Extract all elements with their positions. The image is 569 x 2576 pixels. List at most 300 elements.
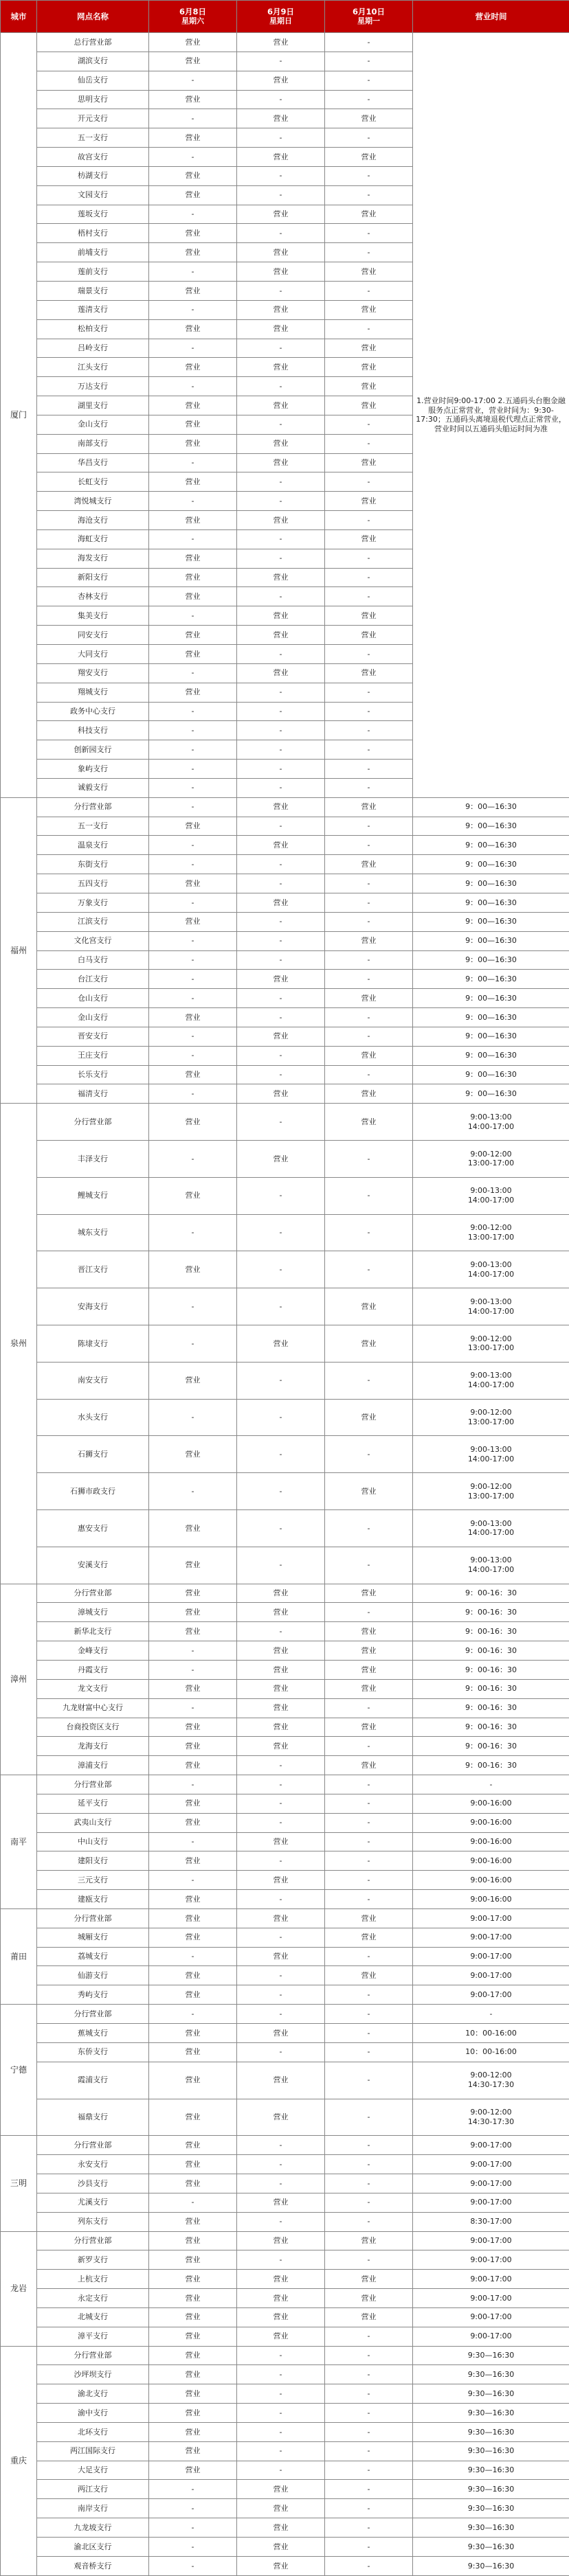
status-cell: - (325, 2404, 413, 2423)
table-row (1, 836, 569, 855)
status-cell: - (325, 243, 413, 262)
table-row (1, 2024, 569, 2043)
table-row (1, 1641, 569, 1661)
status-cell: 营业 (325, 1325, 413, 1363)
status-cell: - (237, 2174, 325, 2193)
status-cell: - (149, 205, 237, 224)
status-cell: - (325, 2422, 413, 2441)
table-row (1, 1603, 569, 1622)
status-cell: 营业 (237, 511, 325, 530)
branch-name: 两江支行 (37, 2480, 149, 2499)
status-cell: 营业 (149, 912, 237, 931)
status-cell: 营业 (237, 1832, 325, 1851)
status-cell: - (237, 1510, 325, 1547)
status-cell: - (237, 2005, 325, 2024)
status-cell: 营业 (149, 1603, 237, 1622)
branch-name: 文化宫支行 (37, 931, 149, 950)
branch-name: 瑞景支行 (37, 281, 149, 300)
status-cell: - (325, 1547, 413, 1584)
status-cell: 营业 (237, 1908, 325, 1928)
hours-line: 9：00—16:30 (465, 898, 517, 907)
status-cell: - (149, 1775, 237, 1794)
status-cell: - (325, 740, 413, 760)
status-cell: - (237, 1008, 325, 1027)
status-cell: - (237, 2250, 325, 2270)
status-cell: 营业 (325, 396, 413, 415)
status-cell: - (237, 90, 325, 109)
hours-cell (413, 1251, 569, 1288)
hours-cell (413, 2441, 569, 2461)
table-row (1, 2270, 569, 2289)
branch-name: 同安支行 (37, 626, 149, 645)
status-cell: - (325, 2556, 413, 2575)
status-cell: 营业 (237, 453, 325, 472)
branch-name: 渝北区支行 (37, 2538, 149, 2557)
hours-cell (413, 1510, 569, 1547)
hours-cell (413, 2404, 569, 2423)
header-city: 城市 (1, 1, 37, 33)
status-cell: - (325, 836, 413, 855)
status-cell: - (237, 950, 325, 970)
branch-name: 永定支行 (37, 2289, 149, 2308)
status-cell: - (325, 950, 413, 970)
hours-cell (413, 1177, 569, 1214)
status-cell: 营业 (149, 2042, 237, 2062)
status-cell: - (325, 319, 413, 339)
status-cell: 营业 (237, 2270, 325, 2289)
branch-name: 华昌支行 (37, 453, 149, 472)
branch-name: 南部支行 (37, 434, 149, 453)
branch-name: 分行营业部 (37, 797, 149, 817)
hours-line: 9:00-13:00 (470, 1260, 512, 1270)
branch-name: 吕岭支行 (37, 339, 149, 358)
branch-name: 渝北支行 (37, 2384, 149, 2404)
status-cell: 营业 (325, 606, 413, 626)
status-cell: 营业 (325, 931, 413, 950)
hours-cell (413, 1641, 569, 1661)
status-cell: 营业 (237, 243, 325, 262)
branch-name: 分行营业部 (37, 2231, 149, 2250)
status-cell: 营业 (237, 262, 325, 282)
table-row (1, 797, 569, 817)
branch-name: 五一支行 (37, 128, 149, 148)
hours-line: 9:00-17:00 (470, 2274, 512, 2283)
hours-line: 9:00-17:00 (470, 2255, 512, 2264)
status-cell: - (325, 2365, 413, 2384)
hours-line: 9:00-12:00 (470, 1481, 512, 1491)
status-cell: - (237, 2422, 325, 2441)
city-cell: 重庆 (1, 2346, 37, 2575)
status-cell: - (149, 148, 237, 167)
status-cell: 营业 (237, 1603, 325, 1622)
status-cell: - (325, 1832, 413, 1851)
table-row (1, 1660, 569, 1679)
status-cell: 营业 (149, 1510, 237, 1547)
branch-name: 龙海支行 (37, 1737, 149, 1756)
status-cell: - (237, 1065, 325, 1084)
hours-cell (413, 1065, 569, 1084)
hours-cell (413, 2327, 569, 2346)
hours-cell (413, 1718, 569, 1737)
status-cell: - (325, 2193, 413, 2212)
status-cell: 营业 (149, 2270, 237, 2289)
hours-line: 9：00-16：30 (465, 1665, 517, 1674)
status-cell: 营业 (149, 2250, 237, 2270)
city-cell: 泉州 (1, 1104, 37, 1584)
status-cell: 营业 (149, 2327, 237, 2346)
branch-name: 城东支行 (37, 1214, 149, 1251)
status-cell: - (237, 645, 325, 664)
hours-line: 10：00-16:00 (465, 2047, 517, 2057)
table-row (1, 1008, 569, 1027)
status-cell: 营业 (149, 2099, 237, 2136)
status-cell: - (325, 912, 413, 931)
status-cell: - (149, 950, 237, 970)
status-cell: - (325, 1794, 413, 1813)
branch-name: 南岸支行 (37, 2499, 149, 2518)
status-cell: - (237, 2441, 325, 2461)
branch-name: 分行营业部 (37, 2346, 149, 2365)
status-cell: - (325, 778, 413, 797)
status-cell: - (237, 2155, 325, 2174)
hours-line: 9：00—16:30 (465, 859, 517, 869)
table-row (1, 1928, 569, 1947)
table-row (1, 2289, 569, 2308)
table-row (1, 1177, 569, 1214)
table-row (1, 2231, 569, 2250)
status-cell: 营业 (237, 893, 325, 912)
branch-name: 文园支行 (37, 185, 149, 205)
status-cell: - (237, 1104, 325, 1141)
status-cell: 营业 (325, 262, 413, 282)
branch-name: 海虹支行 (37, 529, 149, 549)
hours-line: 9：00—16:30 (465, 1031, 517, 1041)
status-cell: - (237, 683, 325, 702)
status-cell: - (237, 855, 325, 874)
hours-line: 9:00-12:00 (470, 1334, 512, 1343)
hours-line: 9：00—16:30 (465, 1051, 517, 1060)
status-cell: - (325, 587, 413, 606)
status-cell: 营业 (325, 1966, 413, 1985)
status-cell: - (149, 836, 237, 855)
table-row (1, 874, 569, 893)
status-cell: - (237, 1046, 325, 1065)
status-cell: - (325, 549, 413, 568)
hours-line: 9：00-16：30 (465, 1588, 517, 1598)
branch-name: 五一支行 (37, 817, 149, 836)
hours-line: 9：00—16:30 (465, 974, 517, 983)
status-cell: 营业 (149, 1813, 237, 1832)
status-cell: - (325, 2136, 413, 2155)
branch-name: 温泉支行 (37, 836, 149, 855)
hours-line: 9:30—16:30 (467, 2369, 515, 2379)
status-cell: 营业 (149, 2289, 237, 2308)
table-row (1, 1473, 569, 1510)
hours-line: 9:30—16:30 (467, 2408, 515, 2417)
branch-name: 莲清支行 (37, 300, 149, 319)
status-cell: 营业 (149, 319, 237, 339)
hours-line: 9:00-17:00 (470, 2159, 512, 2169)
hours-cell (413, 2538, 569, 2557)
status-cell: - (149, 721, 237, 740)
status-cell: 营业 (149, 1851, 237, 1871)
city-cell: 莆田 (1, 1908, 37, 2004)
table-row (1, 2250, 569, 2270)
branch-name: 建阳支行 (37, 1851, 149, 1871)
branch-name: 五四支行 (37, 874, 149, 893)
branch-name: 分行营业部 (37, 2136, 149, 2155)
status-cell: - (149, 663, 237, 683)
status-cell: - (325, 185, 413, 205)
branch-name: 石狮支行 (37, 1436, 149, 1473)
status-cell: - (149, 453, 237, 472)
status-cell: - (149, 1027, 237, 1046)
table-row (1, 2538, 569, 2557)
branch-name: 大同支行 (37, 645, 149, 664)
status-cell: 营业 (325, 2270, 413, 2289)
hours-line: 9:00-17:00 (470, 2178, 512, 2188)
branch-name: 湖滨支行 (37, 52, 149, 71)
status-cell: 营业 (325, 529, 413, 549)
branch-name: 城厢支行 (37, 1928, 149, 1947)
table-row (1, 1871, 569, 1890)
status-cell: - (149, 931, 237, 950)
hours-cell (413, 989, 569, 1008)
table-row (1, 970, 569, 989)
hours-line: 9:30—16:30 (467, 2465, 515, 2475)
hours-line: 9:00-12:00 (470, 2108, 512, 2117)
hours-cell (413, 950, 569, 970)
status-cell: - (325, 1177, 413, 1214)
hours-cell (413, 1756, 569, 1775)
hours-line: 9:00-17:00 (470, 1933, 512, 1942)
hours-line: 13:00-17:00 (467, 1417, 515, 1427)
status-cell: - (325, 721, 413, 740)
status-cell: 营业 (237, 568, 325, 587)
status-cell: - (325, 1251, 413, 1288)
hours-line: 9：00—16:30 (465, 1070, 517, 1080)
status-cell: - (325, 1214, 413, 1251)
hours-cell (413, 1104, 569, 1141)
hours-cell (413, 855, 569, 874)
branch-name: 杏林支行 (37, 587, 149, 606)
hours-line: 14:00-17:00 (467, 1528, 515, 1538)
status-cell: 营业 (325, 148, 413, 167)
hours-note: 1.营业时间9:00-17:00 2.五通码头台胞金融服务点正常营业，营业时间为：9:30-17:30；五通码头离境退税代理点正常营业，营业时间以五通码头船运时间为准 (413, 33, 569, 798)
table-row (1, 817, 569, 836)
status-cell: - (325, 645, 413, 664)
status-cell: 营业 (237, 2327, 325, 2346)
status-cell: 营业 (149, 1737, 237, 1756)
hours-cell (413, 1046, 569, 1065)
hours-cell (413, 2193, 569, 2212)
branch-name: 万达支行 (37, 377, 149, 396)
status-cell: - (237, 1362, 325, 1399)
status-cell: - (149, 300, 237, 319)
status-cell: - (325, 2212, 413, 2231)
branch-name: 上杭支行 (37, 2270, 149, 2289)
branch-name: 集美支行 (37, 606, 149, 626)
status-cell: 营业 (237, 836, 325, 855)
table-row (1, 1775, 569, 1794)
hours-line: 9:00-17:00 (470, 1971, 512, 1981)
header-date: 6月9日 (267, 6, 294, 16)
hours-line: 9：00—16:30 (465, 1012, 517, 1022)
hours-cell (413, 1775, 569, 1794)
status-cell: - (149, 702, 237, 721)
status-cell: 营业 (325, 2307, 413, 2327)
branch-name: 故宫支行 (37, 148, 149, 167)
hours-cell (413, 1698, 569, 1718)
hours-line: 14:30-17:30 (467, 2080, 515, 2090)
branch-name: 漳浦支行 (37, 1756, 149, 1775)
status-cell: 营业 (149, 1985, 237, 2005)
table-row (1, 2099, 569, 2136)
status-cell: - (325, 511, 413, 530)
table-row (1, 1622, 569, 1641)
status-cell: - (325, 2384, 413, 2404)
header-hours: 营业时间 (413, 1, 569, 33)
branch-name: 仓山支行 (37, 989, 149, 1008)
hours-line: 14:00-17:00 (467, 1380, 515, 1390)
branch-name: 建瓯支行 (37, 1890, 149, 1909)
status-cell: 营业 (325, 1660, 413, 1679)
hours-cell (413, 1851, 569, 1871)
status-cell: - (325, 224, 413, 243)
status-cell: - (325, 568, 413, 587)
hours-line: 14:30-17:30 (467, 2117, 515, 2126)
status-cell: - (149, 740, 237, 760)
status-cell: 营业 (237, 1718, 325, 1737)
branch-name: 沙坪坝支行 (37, 2365, 149, 2384)
status-cell: - (149, 2538, 237, 2557)
status-cell: 营业 (237, 1027, 325, 1046)
hours-line: 9:00-17:00 (470, 2332, 512, 2341)
branch-name: 分行营业部 (37, 1908, 149, 1928)
status-cell: - (149, 1288, 237, 1325)
status-cell: - (237, 1851, 325, 1871)
hours-line: 9:00-13:00 (470, 1371, 512, 1380)
hours-line: 14:00-17:00 (467, 1454, 515, 1463)
status-cell: 营业 (237, 148, 325, 167)
hours-line: 9:00-16:00 (470, 1818, 512, 1827)
table-row (1, 1547, 569, 1584)
table-row (1, 2062, 569, 2099)
status-cell: 营业 (237, 109, 325, 128)
status-cell: - (237, 224, 325, 243)
status-cell: - (325, 970, 413, 989)
branch-name: 金山支行 (37, 415, 149, 434)
hours-line: 9:00-13:00 (470, 1555, 512, 1565)
hours-cell (413, 1399, 569, 1436)
status-cell: - (149, 1660, 237, 1679)
status-cell: - (149, 262, 237, 282)
status-cell: - (237, 2404, 325, 2423)
hours-line: 9:00-13:00 (470, 1186, 512, 1196)
hours-line: 9:30—16:30 (467, 2542, 515, 2551)
status-cell: 营业 (325, 358, 413, 377)
branch-name: 新阳支行 (37, 568, 149, 587)
status-cell: - (325, 415, 413, 434)
hours-line: 13:00-17:00 (467, 1491, 515, 1501)
status-cell: - (149, 529, 237, 549)
status-cell: - (325, 817, 413, 836)
hours-line: 13:00-17:00 (467, 1343, 515, 1353)
hours-line: 9：00-16：30 (465, 1645, 517, 1655)
hours-line: 9：00-16：30 (465, 1684, 517, 1694)
city-cell: 漳州 (1, 1584, 37, 1775)
hours-line: 9:30—16:30 (467, 2389, 515, 2398)
status-cell: 营业 (149, 1718, 237, 1737)
table-row (1, 1288, 569, 1325)
branch-name: 九龙坡支行 (37, 2518, 149, 2538)
hours-line: 9：00—16:30 (465, 821, 517, 831)
status-cell: - (325, 1890, 413, 1909)
status-cell: - (325, 1698, 413, 1718)
hours-cell (413, 2461, 569, 2480)
status-cell: 营业 (149, 243, 237, 262)
status-cell: - (325, 760, 413, 779)
status-cell: - (237, 1288, 325, 1325)
status-cell: 营业 (237, 1084, 325, 1104)
branch-name: 象屿支行 (37, 760, 149, 779)
hours-line: 9：00—16:30 (465, 878, 517, 888)
status-cell: 营业 (149, 90, 237, 109)
table-row (1, 2193, 569, 2212)
hours-cell (413, 797, 569, 817)
status-cell: - (325, 1851, 413, 1871)
status-cell: 营业 (149, 2212, 237, 2231)
status-cell: 营业 (237, 2499, 325, 2518)
branch-name: 荔城支行 (37, 1947, 149, 1966)
table-row (1, 1251, 569, 1288)
status-cell: - (237, 492, 325, 511)
status-cell: 营业 (237, 358, 325, 377)
status-cell: 营业 (149, 1966, 237, 1985)
branch-name: 晋江支行 (37, 1251, 149, 1288)
status-cell: - (237, 1436, 325, 1473)
status-cell: - (325, 702, 413, 721)
status-cell: - (237, 931, 325, 950)
branch-name: 三元支行 (37, 1871, 149, 1890)
hours-line: 8:30-17:00 (470, 2217, 512, 2226)
status-cell: - (237, 2384, 325, 2404)
table-row (1, 2499, 569, 2518)
status-cell: - (237, 874, 325, 893)
hours-line: 9:00-17:00 (470, 2236, 512, 2246)
hours-cell (413, 1084, 569, 1104)
table-header-row (1, 1, 569, 33)
hours-cell (413, 1928, 569, 1947)
status-cell: 营业 (149, 358, 237, 377)
status-cell: 营业 (237, 2518, 325, 2538)
status-cell: 营业 (325, 1104, 413, 1141)
hours-line: 9:00-12:00 (470, 1223, 512, 1233)
branch-name: 湾悦城支行 (37, 492, 149, 511)
status-cell: 营业 (325, 663, 413, 683)
status-cell: 营业 (149, 2346, 237, 2365)
header-day-3 (325, 1, 413, 33)
hours-line: 9:00-13:00 (470, 1518, 512, 1528)
hours-line: 9:00-12:00 (470, 1408, 512, 1417)
hours-line: 9：00—16:30 (465, 1088, 517, 1098)
status-cell: - (237, 529, 325, 549)
status-cell: - (325, 2155, 413, 2174)
status-cell: - (149, 109, 237, 128)
header-day-2 (237, 1, 325, 33)
table-row (1, 1436, 569, 1473)
status-cell: 营业 (149, 1104, 237, 1141)
